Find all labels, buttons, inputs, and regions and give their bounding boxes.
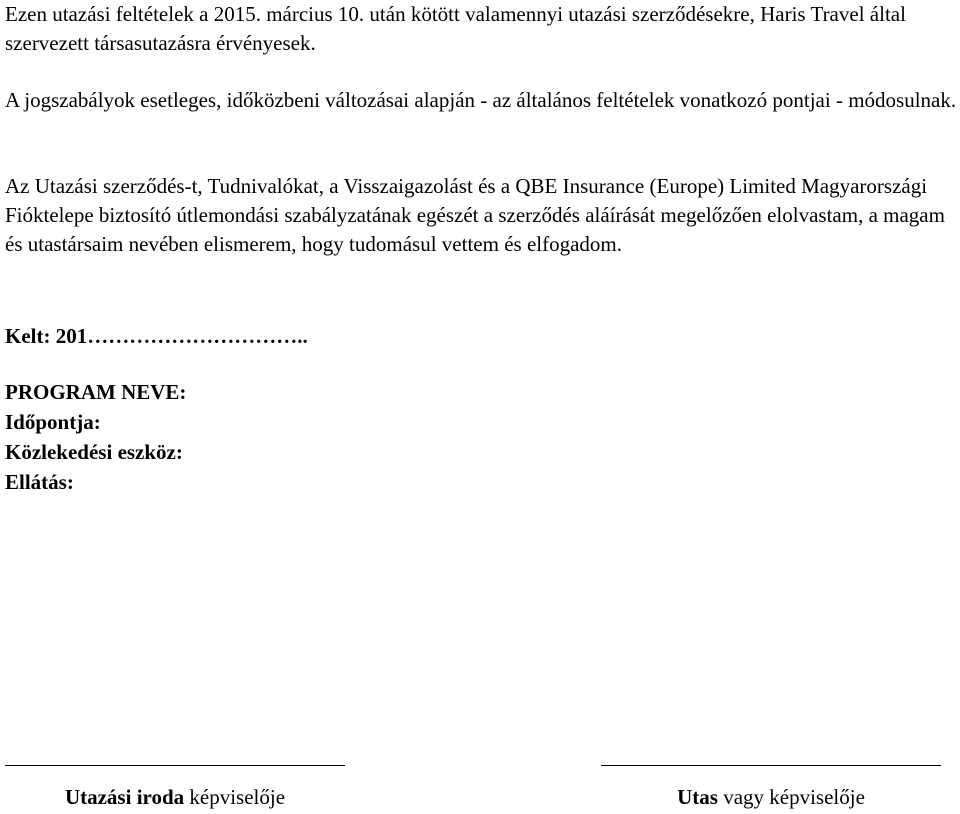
traveler-signature-block xyxy=(601,765,941,812)
date-line: Kelt: 201………………………….. xyxy=(5,324,308,348)
agency-signature-label xyxy=(5,783,345,812)
traveler-signature-label-bold: Utas xyxy=(677,785,718,809)
traveler-signature-label-rest: vagy képviselője xyxy=(717,785,865,809)
agency-signature-label-rest: képviselője xyxy=(184,785,286,809)
program-name-label: PROGRAM NEVE: xyxy=(5,380,187,404)
acknowledgement-paragraph: Az Utazási szerződés-t, Tudnivalókat, a Visszaigazolást és a QBE Insurance (Europe) Limited Magyarországi Fióktelepe biztosító útlemondási szabályzatának egészét a szerződés aláírását megelőzően elolvastam, a magam és utastársaim nevében elismerem, hogy tudomásul vettem és elfogadom. xyxy=(5,174,945,256)
traveler-signature-line xyxy=(601,765,941,766)
board-label: Ellátás: xyxy=(5,470,74,494)
transport-label: Közlekedési eszköz: xyxy=(5,440,183,464)
legal-changes-paragraph: A jogszabályok esetleges, időközbeni változásai alapján - az általános feltételek vonatkozó pontjai - módosulnak. xyxy=(5,88,957,112)
terms-validity-paragraph: Ezen utazási feltételek a 2015. március 10. után kötött valamennyi utazási szerződésekre, Haris Travel által szervezett társasutazásra érvényesek. xyxy=(5,2,906,55)
traveler-signature-label xyxy=(601,783,941,812)
agency-signature-label-bold: Utazási iroda xyxy=(64,785,185,809)
agency-signature-line xyxy=(5,765,345,766)
date-label: Időpontja: xyxy=(5,410,101,434)
agency-signature-block xyxy=(5,765,345,812)
program-fields xyxy=(5,377,186,497)
